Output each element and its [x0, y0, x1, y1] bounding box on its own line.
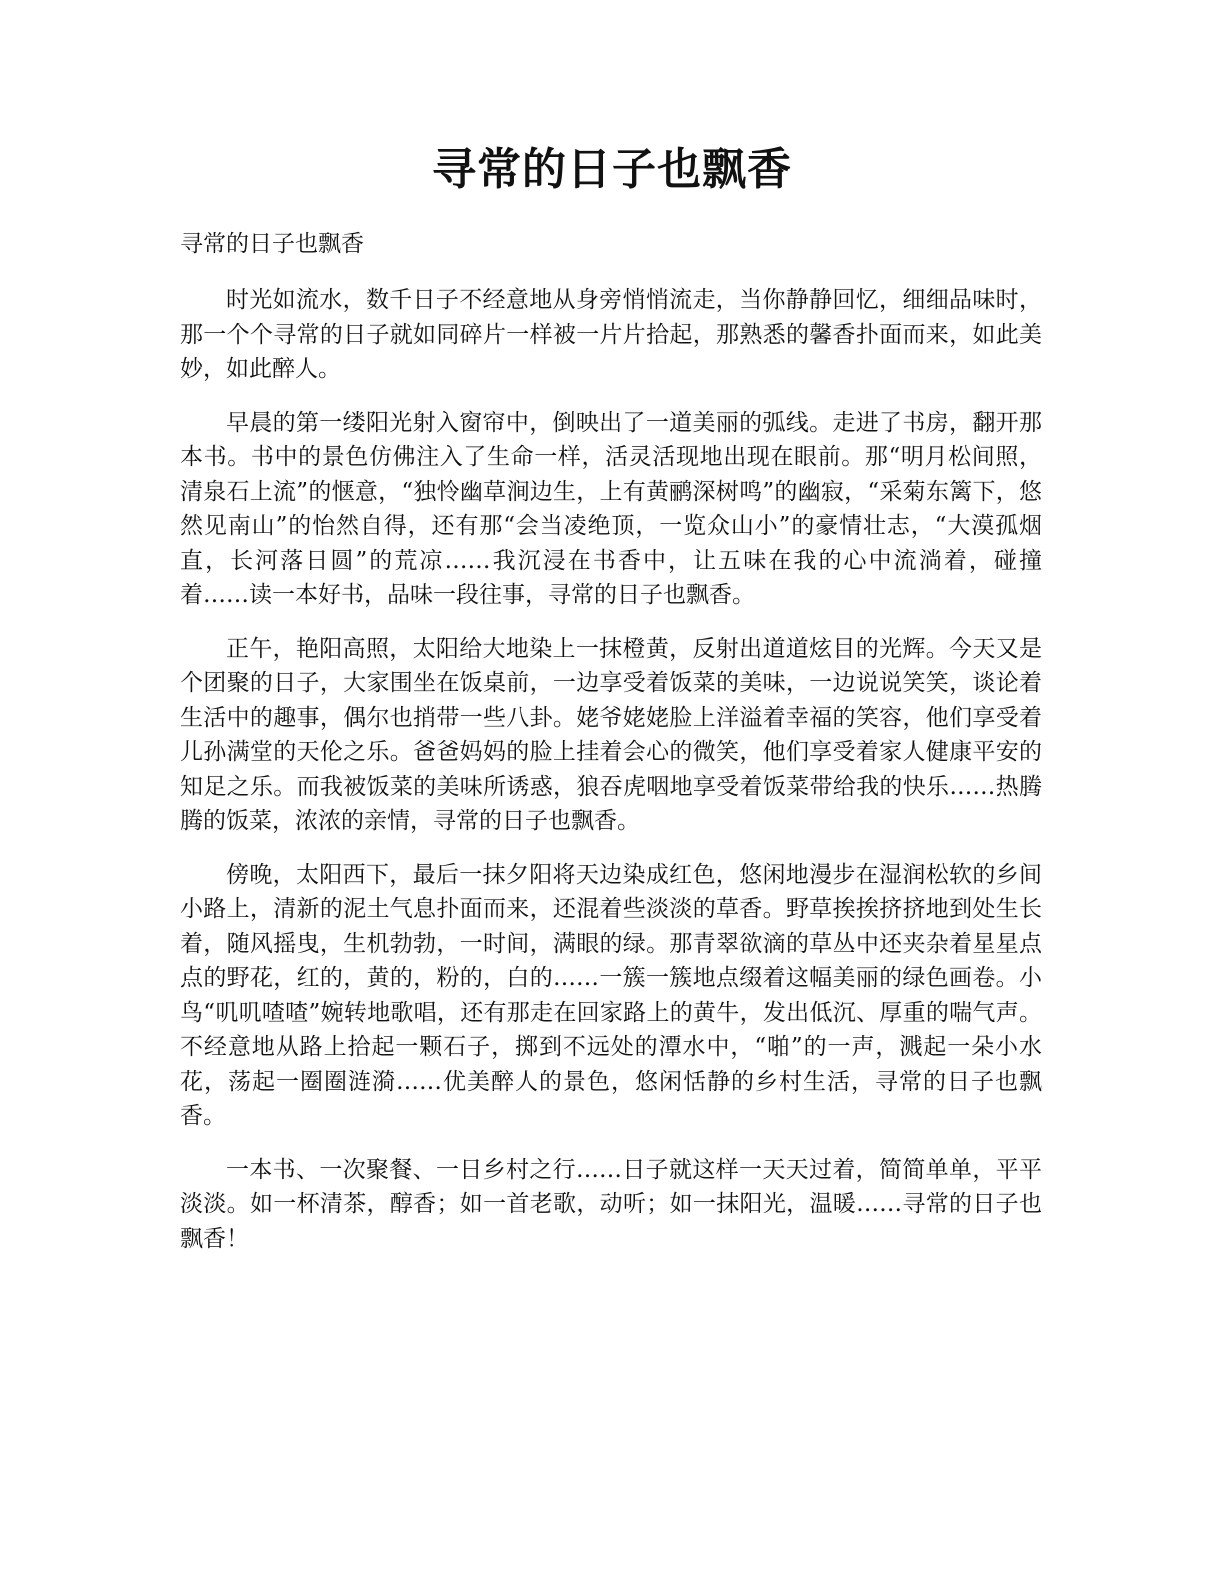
paragraph-2: 早晨的第一缕阳光射入窗帘中，倒映出了一道美丽的弧线。走进了书房，翻开那本书。书中的景色仿佛注入了生命一样，活灵活现地出现在眼前。那“明月松间照，清泉石上流”的惬意，“独怜幽草涧边生，上有黄鹂深树鸣”的幽寂，“采菊东篱下，悠然见南山”的怡然自得，还有那“会当凌绝顶，一览众山小”的豪情壮志，“大漠孤烟直，长河落日圆”的荒凉……我沉浸在书香中，让五味在我的心中流淌着，碰撞着……读一本好书，品味一段往事，寻常的日子也飘香。: [180, 409, 1042, 608]
paragraph-5: 一本书、一次聚餐、一日乡村之行……日子就这样一天天过着，简简单单，平平淡淡。如一杯清茶，醇香；如一首老歌，动听；如一抹阳光，温暖……寻常的日子也飘香！: [180, 1156, 1042, 1252]
paragraph-1: 时光如流水，数千日子不经意地从身旁悄悄流走，当你静静回忆，细细品味时，那一个个寻常的日子就如同碎片一样被一片片拾起，那熟悉的馨香扑面而来，如此美妙，如此醉人。: [180, 287, 1042, 382]
document-title: 寻常的日子也飘香: [432, 144, 792, 195]
document-body: [180, 283, 1042, 1275]
document-subtitle: 寻常的日子也飘香: [180, 231, 364, 257]
paragraph-3: 正午，艳阳高照，太阳给大地染上一抹橙黄，反射出道道炫目的光辉。今天又是个团聚的日子，大家围坐在饭桌前，一边享受着饭菜的美味，一边说说笑笑，谈论着生活中的趣事，偶尔也捎带一些八卦。姥爷姥姥脸上洋溢着幸福的笑容，他们享受着儿孙满堂的天伦之乐。爸爸妈妈的脸上挂着会心的微笑，他们享受着家人健康平安的知足之乐。而我被饭菜的美味所诱惑，狼吞虎咽地享受着饭菜带给我的快乐……热腾腾的饭菜，浓浓的亲情，寻常的日子也飘香。: [180, 635, 1042, 834]
paragraph-4: 傍晚，太阳西下，最后一抹夕阳将天边染成红色，悠闲地漫步在湿润松软的乡间小路上，清新的泥土气息扑面而来，还混着些淡淡的草香。野草挨挨挤挤地到处生长着，随风摇曳，生机勃勃，一时间，满眼的绿。那青翠欲滴的草丛中还夹杂着星星点点的野花，红的，黄的，粉的，白的……一簇一簇地点缀着这幅美丽的绿色画卷。小鸟“叽叽喳喳”婉转地歌唱，还有那走在回家路上的黄牛，发出低沉、厚重的喘气声。不经意地从路上拾起一颗石子，掷到不远处的潭水中，“啪”的一声，溅起一朵小水花，荡起一圈圈涟漪……优美醉人的景色，悠闲恬静的乡村生活，寻常的日子也飘香。: [180, 861, 1042, 1129]
